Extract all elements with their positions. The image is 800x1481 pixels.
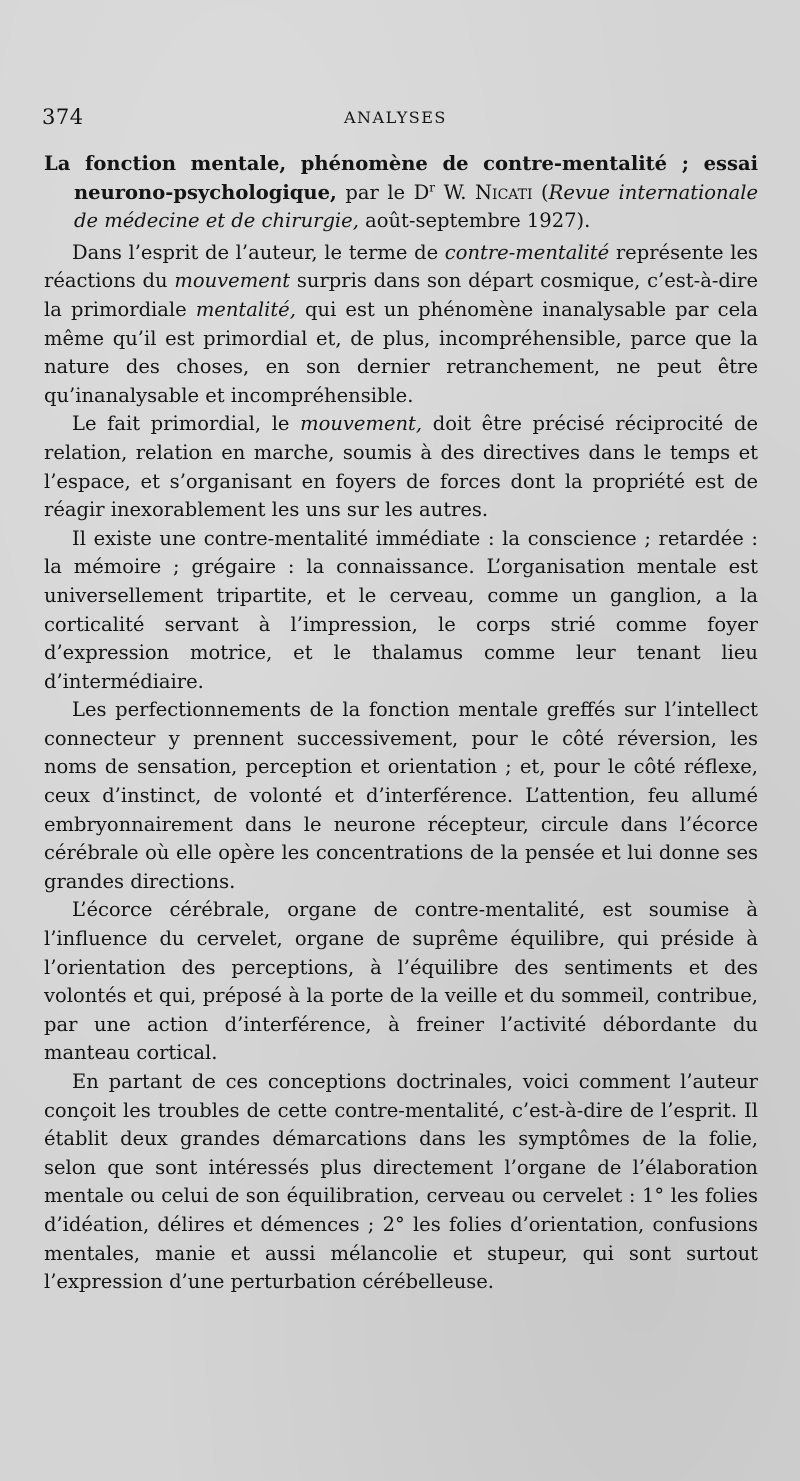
entry-dr-superscript: r [429, 180, 436, 195]
paragraph-2-text-b: doit être précisé réciprocité de relation, relation en marche, soumis à des directives dans le temps et l’espace, et s’organisant en foyers de forces dont la propriété est de réagir inexorablement les uns sur les autres. [44, 412, 758, 522]
entry-journal: Revue internationale de médecine et de chirurgie, [74, 180, 759, 233]
paragraph-1-text-a: Dans l’esprit de l’auteur, le terme de [72, 240, 445, 264]
page-number: 374 [42, 105, 84, 129]
page-body [44, 150, 758, 1297]
paragraph-1-text-c: surpris dans son départ cosmique, c’est-à-dire la primordiale [44, 269, 758, 321]
paragraph-1-italic-a: contre-mentalité [444, 240, 610, 264]
paragraph-1-italic-b: mouvement [174, 269, 291, 293]
entry-by: par le D [336, 180, 430, 204]
paragraph-1-text-b: représente les réactions du [44, 240, 758, 293]
paragraph-5: L’écorce cérébrale, organe de contre-mentalité, est soumise à l’influence du cervelet, organe de suprême équilibre, qui préside à l’orientation des perceptions, à l’équilibre des sentiments et des volontés et qui, préposé à la porte de la veille et du sommeil, contribue, par une action d’interférence, à freiner l’activité débordante du manteau cortical. [44, 898, 758, 1065]
entry-date: août-septembre 1927). [358, 209, 591, 233]
paragraph-1-text-d: qui est un phénomène inanalysable par cela même qu’il est primordial et, de plus, incompréhensible, parce que la nature des choses, en son dernier retranchement, ne peut être qu’inanalysable et incompréhensible. [44, 297, 758, 407]
running-head: ANALYSES [344, 108, 447, 127]
paragraph-2-italic-a: mouvement, [300, 412, 423, 436]
paragraph-1-italic-c: mentalité, [195, 297, 296, 321]
page-header [42, 105, 758, 135]
paragraph-3: Il existe une contre-mentalité immédiate : la conscience ; retardée : la mémoire ; grégaire : la connaissance. L’organisation mentale est universellement tripartite, et le cerveau, comme un ganglion, a la corticalité servant à l’impression, le corps strié comme foyer d’expression motrice, et le thalamus comme leur tenant lieu d’intermédiaire. [44, 526, 758, 693]
paragraph-4: Les perfectionnements de la fonction mentale greffés sur l’intellect connecteur y prennent successivement, pour le côté réversion, les noms de sensation, perception et orientation ; et, pour le côté réflexe, ceux d’instinct, de volonté et d’interférence. L’attention, feu allumé embryonnairement dans le neurone récepteur, circule dans l’écorce cérébrale où elle opère les concentrations de la pensée et lui donne ses grandes directions. [44, 698, 758, 893]
paragraph-1 [44, 239, 758, 411]
entry-author: W. Nicati [435, 180, 533, 204]
entry-open-paren: ( [532, 180, 549, 204]
paragraph-6: En partant de ces conceptions doctrinales, voici comment l’auteur conçoit les troubles de cette contre-mentalité, c’est-à-dire de l’esprit. Il établit deux grandes démarcations dans les symptômes de la folie, selon que sont intéressés plus directement l’organe de l’élaboration mentale ou celui de son équilibration, cerveau ou cervelet : 1° les folies d’idéation, délires et démences ; 2° les folies d’orientation, confusions mentales, manie et aussi mélancolie et stupeur, qui sont surtout l’expression d’une perturbation cérébelleuse. [44, 1070, 758, 1294]
paragraph-2 [44, 410, 758, 524]
paragraph-2-text-a: Le fait primordial, le [72, 412, 301, 436]
entry-title: La fonction mentale, phénomène de contre-mentalité ; essai neurono-psychologique, [44, 152, 758, 204]
bibliographic-entry [44, 150, 758, 236]
